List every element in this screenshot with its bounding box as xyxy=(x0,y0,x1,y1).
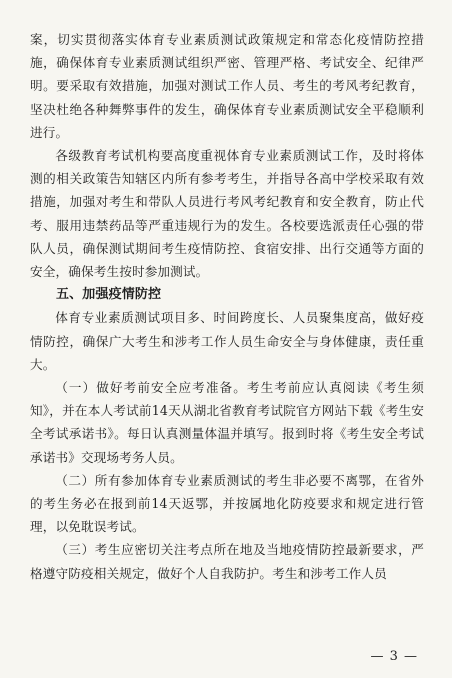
paragraph-epidemic-intro: 体育专业素质测试项目多、时间跨度长、人员聚集度高，做好疫情防控，确保广大考生和涉考工作人员生命安全与身体健康，责任重大。 xyxy=(30,310,424,372)
paragraph-exam-agencies: 各级教育考试机构要高度重视体育专业素质测试工作，及时将体测的相关政策告知辖区内所有参考考生，并指导各高中学校采取有效措施，加强对考生和带队人员进行考风考纪教育和安全教育，防止代考、服用违禁药品等严重违规行为的发生。各校要选派责任心强的带队人员，确保测试期间考生疫情防控、食宿安排、出行交通等方面的安全，确保考生按时参加测试。 xyxy=(30,148,424,280)
paragraph-continuation: 案，切实贯彻落实体育专业素质测试政策规定和常态化疫情防控措施，确保体育专业素质测试组织严密、管理严格、考试安全、纪律严明。要采取有效措施，加强对测试工作人员、考生的考风考纪教育，坚决杜绝各种舞弊事件的发生，确保体育专业素质测试安全平稳顺利进行。 xyxy=(30,32,424,140)
page-number: — 3 — xyxy=(370,649,418,664)
section-heading: 五、加强疫情防控 xyxy=(56,287,162,303)
paragraph-item-1: （一）做好考前安全应考准备。考生考前应认真阅读《考生须知》，并在本人考试前14天从湖北省教育考试院官方网站下载《考生安全考试承诺书》。每日认真测量体温并填写。报到时将《考生安全考试承诺书》交现场考务人员。 xyxy=(30,380,424,465)
paragraph-item-2: （二）所有参加体育专业素质测试的考生非必要不离鄂，在省外的考生务必在报到前14天返鄂，并按属地化防疫要求和规定进行管理，以免耽误考试。 xyxy=(30,472,424,535)
document-body xyxy=(30,28,424,585)
paragraph-item-3: （三）考生应密切关注考点所在地及当地疫情防控最新要求，严格遵守防疫相关规定，做好个人自我防护。考生和涉考工作人员 xyxy=(30,542,424,581)
